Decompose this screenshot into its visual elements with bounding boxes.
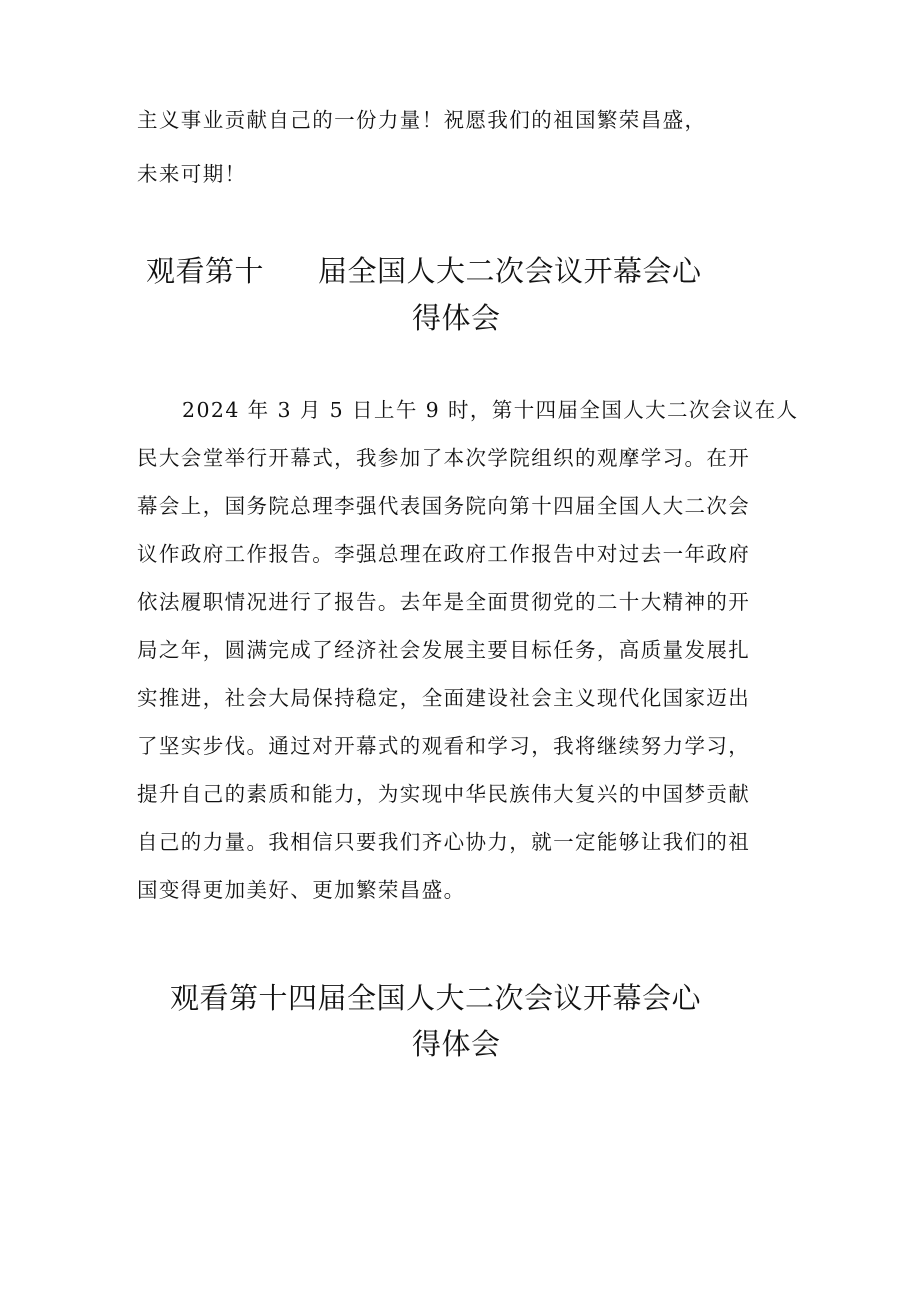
paragraph-line: 自己的力量。我相信只要我们齐心协力，就一定能够让我们的祖 — [137, 830, 751, 854]
section-title-line2: 得体会 — [412, 1027, 501, 1061]
paragraph-line: 了坚实步伐。通过对开幕式的观看和学习，我将继续努力学习， — [137, 734, 751, 758]
paragraph-line: 幕会上，国务院总理李强代表国务院向第十四届全国人大二次会 — [137, 494, 751, 518]
paragraph-line: 国变得更加美好、更加繁荣昌盛。 — [137, 878, 466, 902]
paragraph-line: 议作政府工作报告。李强总理在政府工作报告中对过去一年政府 — [137, 542, 751, 566]
paragraph-line: 实推进，社会大局保持稳定，全面建设社会主义现代化国家迈出 — [137, 686, 751, 710]
section-title-part: 届全国人大二次会议开幕会心 — [318, 254, 702, 288]
paragraph-line: 2024 年 3 月 5 日上午 9 时，第十四届全国人大二次会议在人 — [182, 398, 799, 422]
paragraph-line: 依法履职情况进行了报告。去年是全面贯彻党的二十大精神的开 — [137, 590, 751, 614]
section-title-line2: 得体会 — [412, 301, 501, 335]
section-title-part: 观看第十 — [146, 254, 265, 288]
continuation-line: 主义事业贡献自己的一份力量！祝愿我们的祖国繁荣昌盛， — [137, 108, 707, 132]
continuation-line: 未来可期！ — [137, 162, 247, 186]
paragraph-line: 民大会堂举行开幕式，我参加了本次学院组织的观摩学习。在开 — [137, 446, 751, 470]
section-title: 观看第十四届全国人大二次会议开幕会心 — [170, 981, 702, 1015]
paragraph-line: 提升自己的素质和能力，为实现中华民族伟大复兴的中国梦贡献 — [137, 782, 751, 806]
paragraph-line: 局之年，圆满完成了经济社会发展主要目标任务，高质量发展扎 — [137, 638, 751, 662]
